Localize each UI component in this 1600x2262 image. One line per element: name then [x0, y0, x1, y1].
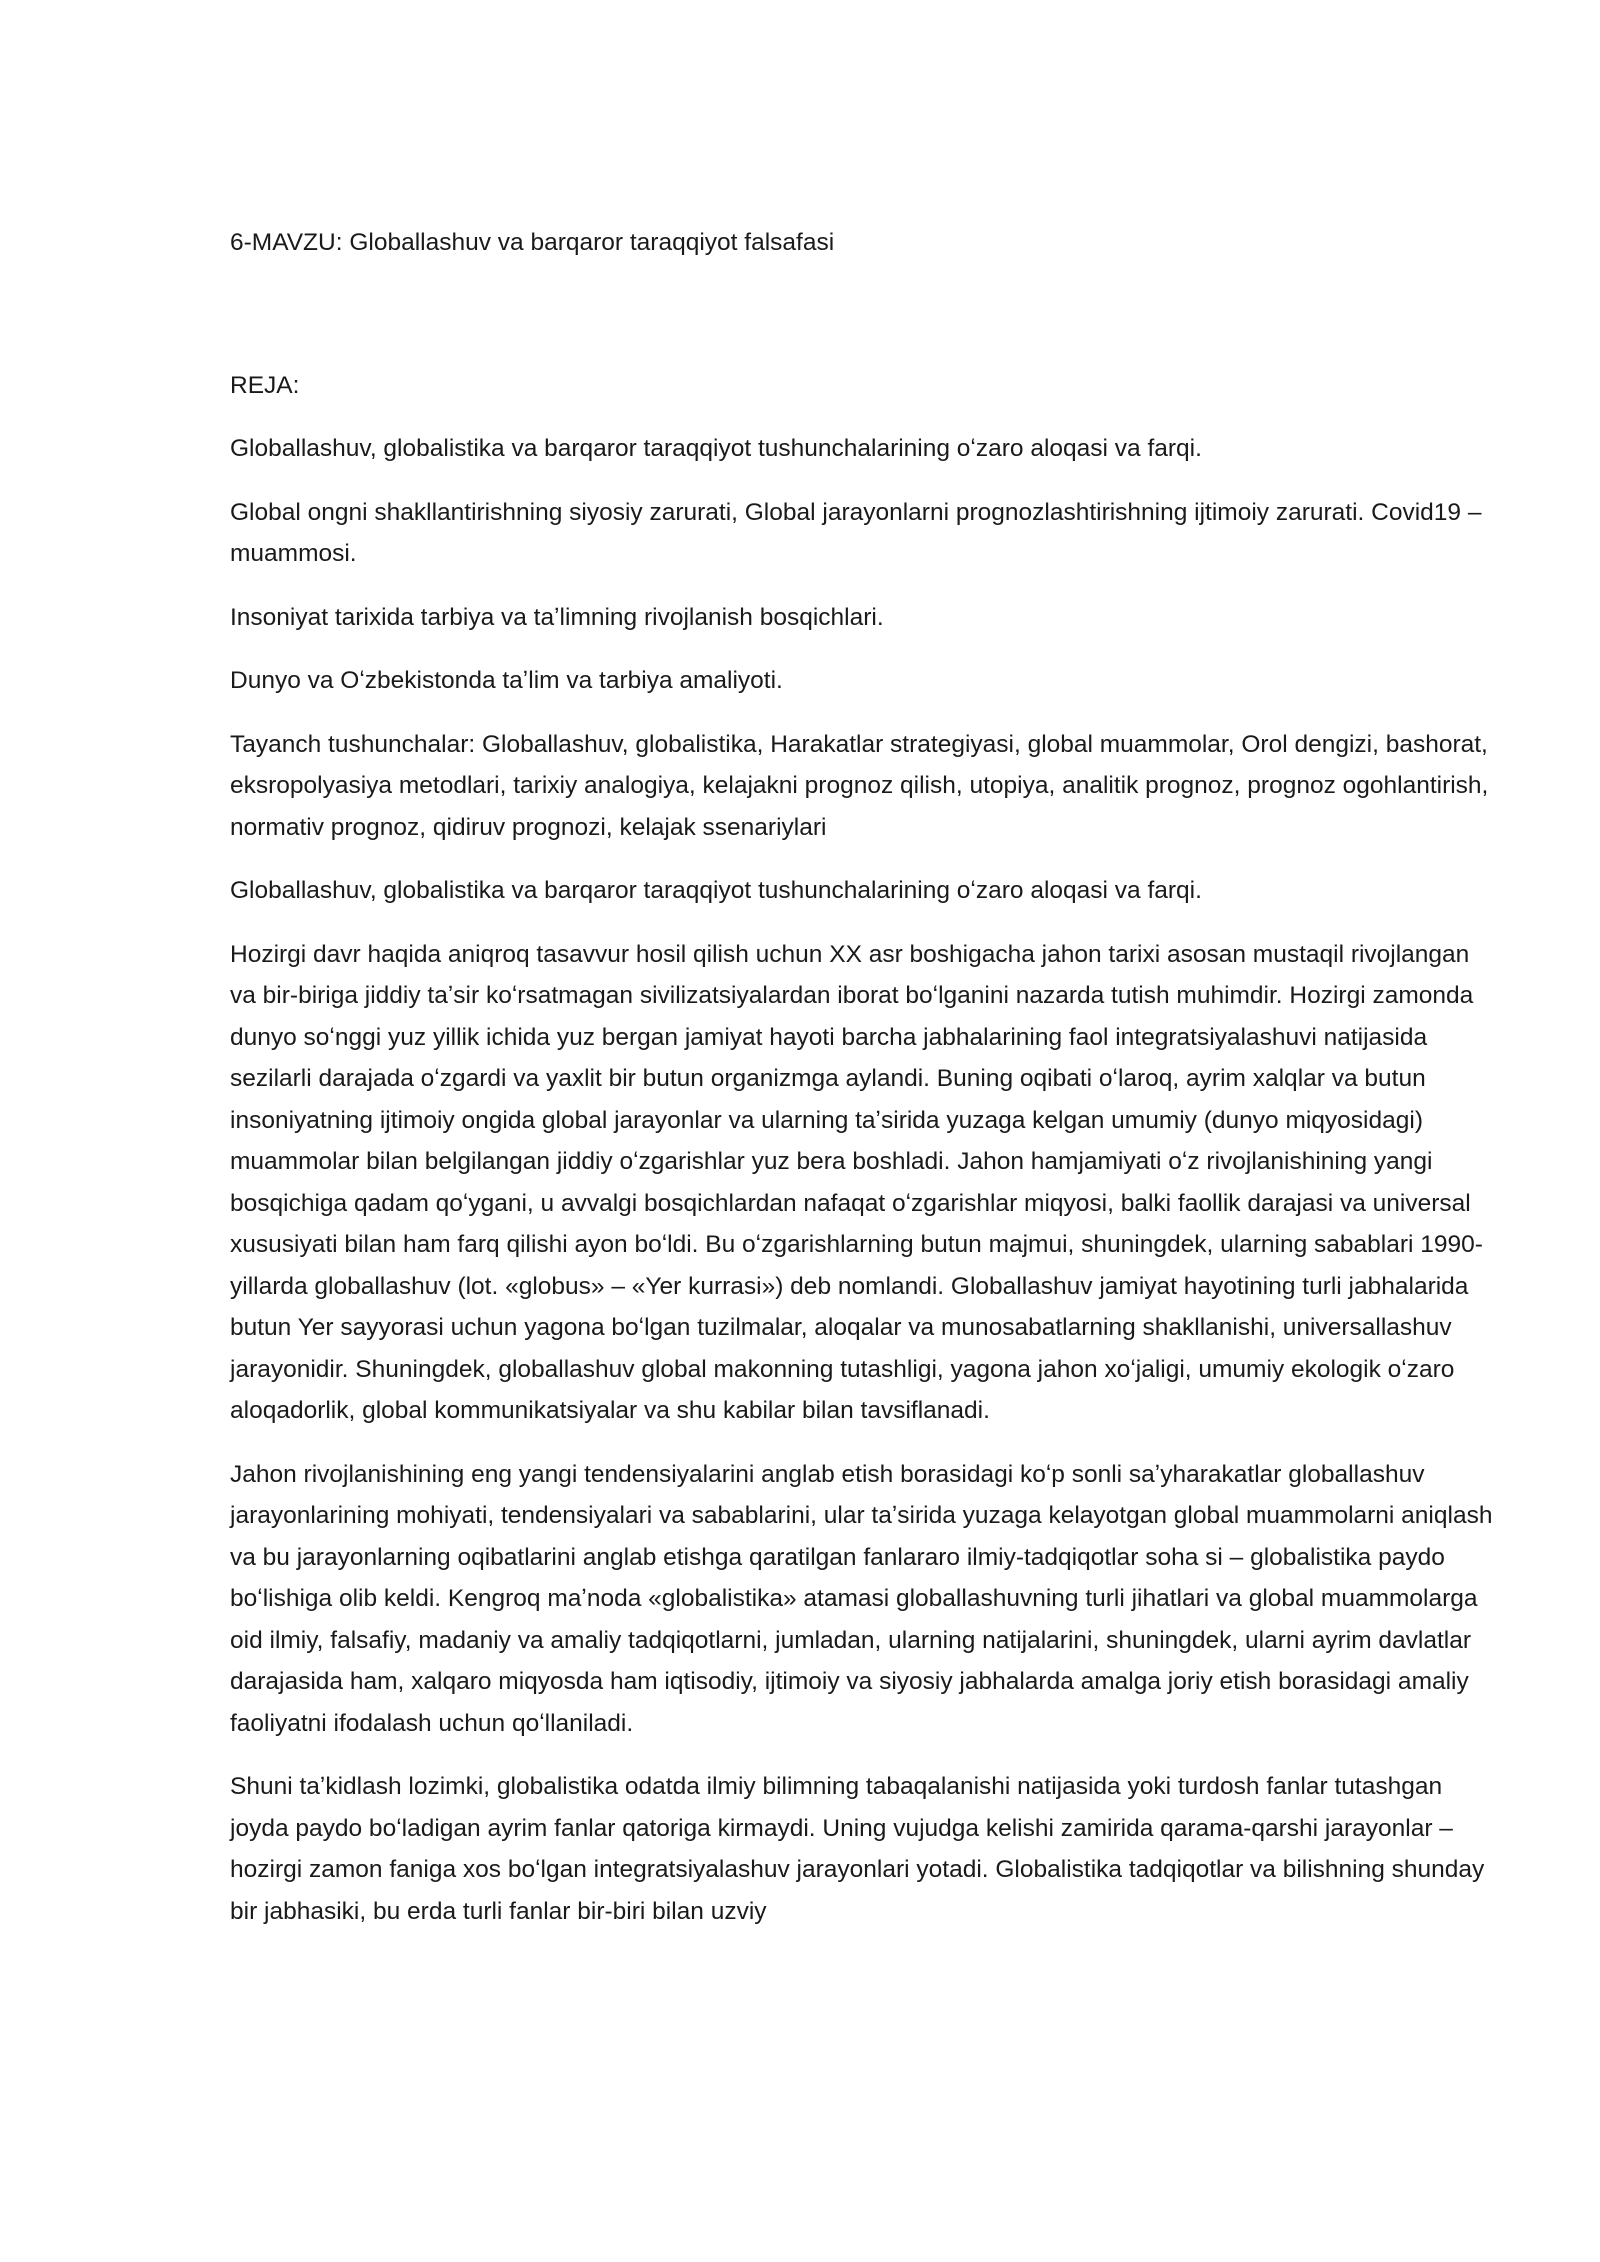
section-heading: Globallashuv, globalistika va barqaror taraqqiyot tushunchalarining oʻzaro aloqasi va farqi. [230, 877, 1202, 904]
plan-item-1: Globallashuv, globalistika va barqaror taraqqiyot tushunchalarining oʻzaro aloqasi va farqi. [230, 435, 1202, 462]
plan-item-3: Insoniyat tarixida tarbiya va taʼlimning rivojlanish bosqichlari. [230, 603, 884, 631]
document-title: 6-MAVZU: Globallashuv va barqaror taraqqiyot falsafasi [230, 229, 835, 256]
key-terms: Tayanch tushunchalar: Globallashuv, globalistika, Harakatlar strategiyasi, global muammolar, Orol dengizi, bashorat, eksropolyasiya metodlari, tarixiy analogiya, kelajakni prognoz qilish, utopiya, analitik prognoz, prognoz ogohlantirish, normativ prognoz, qidiruv prognozi, kelajak ssenariylari [230, 730, 1489, 841]
body-paragraph: Jahon rivojlanishining eng yangi tendensiyalarini anglab etish borasidagi koʻp sonli saʼyharakatlar globallashuv jarayonlarining mohiyati, tendensiyalari va sabablarini, ular taʼsirida yuzaga kelayotgan global muammolarni aniqlash va bu jarayonlarning oqibatlarini anglab etishga qaratilgan fanlararo ilmiy-tadqiqotlar soha si – globalistika paydo boʻlishiga olib keldi. Kengroq maʼnoda «globalistika» atamasi globallashuvning turli jihatlari va global muammolarga oid ilmiy, falsafiy, madaniy va amaliy tadqiqotlarni, jumladan, ularning natijalarini, shuningdek, ularni ayrim davlatlar darajasida ham, xalqaro miqyosda ham iqtisodiy, ijtimoiy va siyosiy jabhalarda amalga joriy etish borasidagi amaliy faoliyatni ifodalash uchun qoʻllaniladi. [230, 1460, 1493, 1737]
body-paragraph: Hozirgi davr haqida aniqroq tasavvur hosil qilish uchun XX asr boshigacha jahon tarixi asosan mustaqil rivojlangan va bir-biriga jiddiy taʼsir koʻrsatmagan sivilizatsiyalardan iborat boʻlganini nazarda tutish muhimdir. Hozirgi zamonda dunyo soʻnggi yuz yillik ichida yuz bergan jamiyat hayoti barcha jabhalarining faol integratsiyalashuvi natijasida sezilarli darajada oʻzgardi va yaxlit bir butun organizmga aylandi. Buning oqibati oʻlaroq, ayrim xalqlar va butun insoniyatning ijtimoiy ongida global jarayonlar va ularning taʼsirida yuzaga kelgan umumiy (dunyo miqyosidagi) muammolar bilan belgilangan jiddiy oʻzgarishlar yuz bera boshladi. Jahon hamjamiyati oʻz rivojlanishining yangi bosqichiga qadam qoʻygani, u avvalgi bosqichlardan nafaqat oʻzgarishlar miqyosi, balki faollik darajasi va universal xususiyati bilan ham farq qilishi ayon boʻldi. Bu oʻzgarishlarning butun majmui, shuningdek, ularning sabablari 1990-yillarda globallashuv (lot. «globus» – «Yer kurrasi») deb nomlandi. Globallashuv jamiyat hayotining turli jabhalarida butun Yer sayyorasi uchun yagona boʻlgan tuzilmalar, aloqalar va munosabatlarning shakllanishi, universallashuv jarayonidir. Shuningdek, globallashuv global makonning tutashligi, yagona jahon xoʻjaligi, umumiy ekologik oʻzaro aloqadorlik, global kommunikatsiyalar va shu kabilar bilan tavsiflanadi. [230, 940, 1483, 1424]
plan-label: REJA: [230, 371, 300, 399]
plan-item-2: Global ongni shakllantirishning siyosiy zarurati, Global jarayonlarni prognozlashtirishning ijtimoiy zarurati. Covid19 – muammosi. [230, 498, 1482, 567]
body-paragraph: Shuni taʼkidlash lozimki, globalistika odatda ilmiy bilimning tabaqalanishi natijasida yoki turdosh fanlar tutashgan joyda paydo boʻladigan ayrim fanlar qatoriga kirmaydi. Uning vujudga kelishi zamirida qarama-qarshi jarayonlar – hozirgi zamon faniga xos boʻlgan integratsiyalashuv jarayonlari yotadi. Globalistika tadqiqotlar va bilishning shunday bir jabhasiki, bu erda turli fanlar bir-biri bilan uzviy [230, 1773, 1485, 1925]
document-content [230, 222, 1495, 1954]
plan-item-4: Dunyo va Oʻzbekistonda taʼlim va tarbiya amaliyoti. [230, 667, 783, 694]
